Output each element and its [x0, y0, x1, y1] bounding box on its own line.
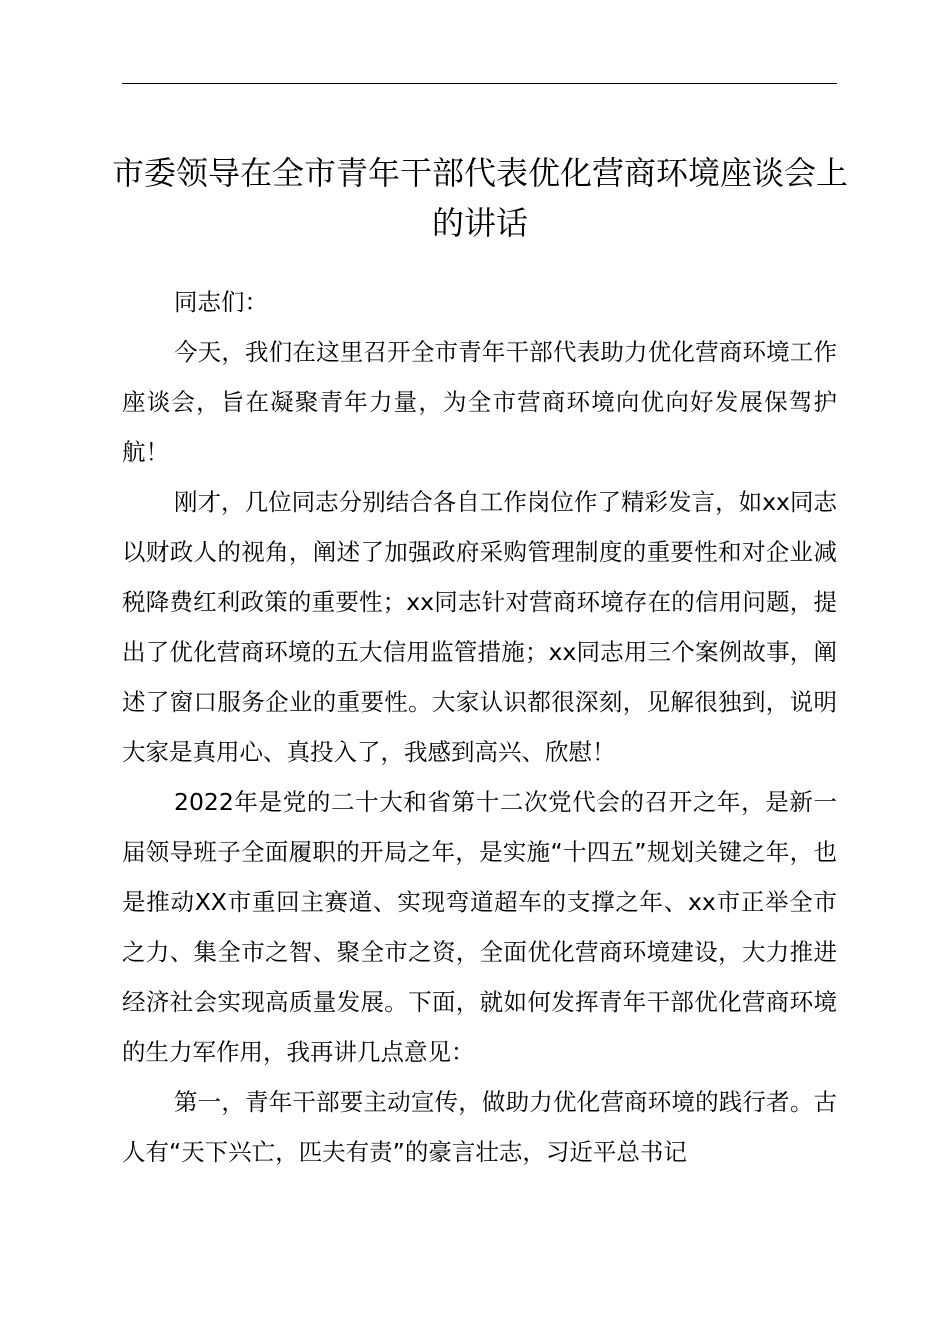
paragraph-point-one: 第一，青年干部要主动宣传，做助力优化营商环境的践行者。古人有“天下兴亡，匹夫有责”的豪言壮志，习近平总书记	[122, 1088, 837, 1166]
header-rule	[122, 83, 837, 84]
greeting: 同志们：	[174, 288, 268, 316]
document-body	[122, 277, 837, 1177]
paragraph-speeches-review: 刚才，几位同志分别结合各自工作岗位作了精彩发言，如xx同志以财政人的视角，阐述了加强政府采购管理制度的重要性和对企业减税降费红利政策的重要性；xx同志针对营商环境存在的信用问题，提出了优化营商环境的五大信用监管措施；xx同志用三个案例故事，阐述了窗口服务企业的重要性。大家认识都很深刻，见解很独到，说明大家是真用心、真投入了，我感到高兴、欣慰！	[122, 488, 837, 766]
paragraph-year-context: 2022年是党的二十大和省第十二次党代会的召开之年，是新一届领导班子全面履职的开局之年，是实施“十四五”规划关键之年，也是推动XX市重回主赛道、实现弯道超车的支撑之年、xx市正举全市之力、集全市之智、聚全市之资，全面优化营商环境建设，大力推进经济社会实现高质量发展。下面，就如何发挥青年干部优化营商环境的生力军作用，我再讲几点意见：	[122, 788, 837, 1066]
document-title: 市委领导在全市青年干部代表优化营商环境座谈会上的讲话	[111, 154, 848, 242]
paragraph-opening: 今天，我们在这里召开全市青年干部代表助力优化营商环境工作座谈会，旨在凝聚青年力量，为全市营商环境向优向好发展保驾护航！	[122, 338, 837, 466]
